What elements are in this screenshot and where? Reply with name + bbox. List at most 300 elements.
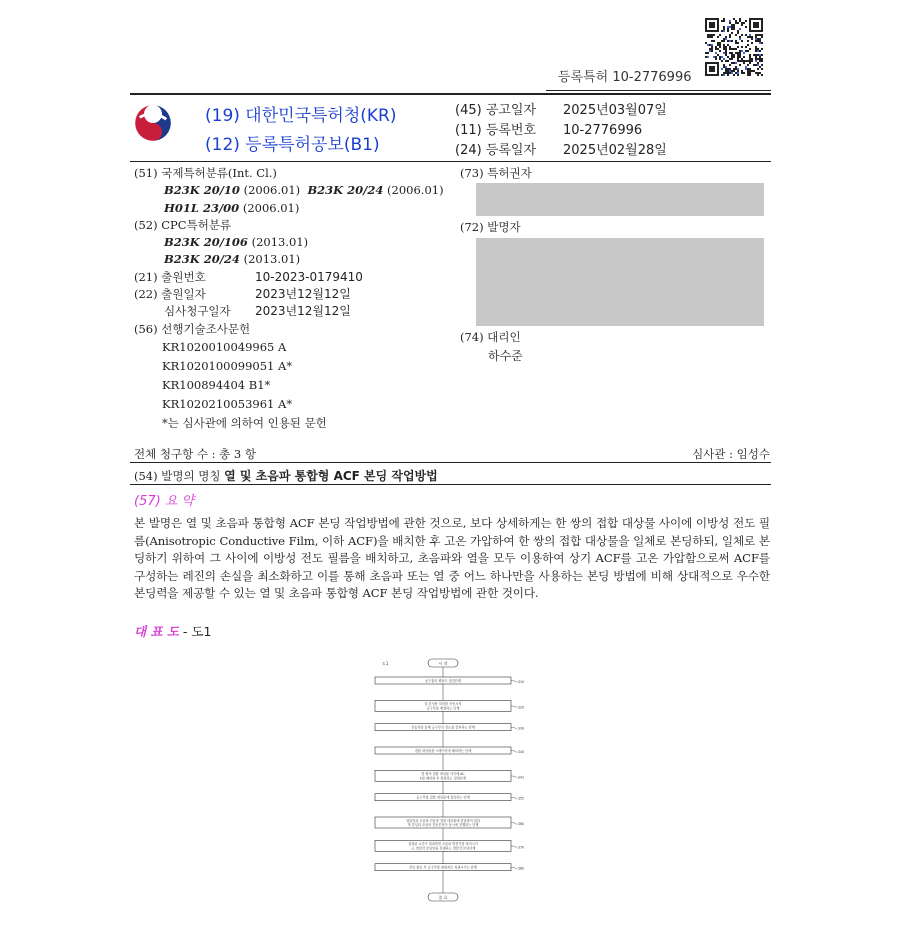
qr-module [755, 40, 757, 42]
qr-module [711, 34, 713, 36]
qr-module [735, 48, 737, 50]
qr-module [709, 34, 711, 36]
qr-module [761, 36, 763, 38]
qr-module [705, 42, 707, 44]
qr-module [739, 50, 741, 52]
flow-label-leader [511, 776, 517, 778]
qr-module [731, 52, 733, 54]
qr-module [737, 54, 739, 56]
holder-label: (73) 특허권자 [460, 166, 532, 180]
qr-module [725, 38, 727, 40]
abstract-text: 본 발명은 열 및 초음파 통합형 ACF 본딩 작업방법에 관한 것으로, 보다 상세하게는 한 쌍의 접합 대상물 사이에 이방성 전도 필름(Anisotropic Conductive Film, 이하 ACF)을 배치한 후 고온 가압하여 한 쌍의 접합 대상물을 일체로 본딩하되, 일체로 본딩하기 위하여 그 사이에 이방성 전도 필름을 배치하고, 초음파와 열을 모두 이용하여 상기 ACF를 고온 가압함으로써 ACF를 구성하는 레진의 손실을 최소화하고 이를 통해 초음파 또는 열 중 어느 하나만을 사용하는 본딩 방법에 비해 상대적으로 우수한 본딩력을 제공할 수 있는 열 및 초음파 통합형 ACF 본딩 작업방법에 관한 것이다. [134, 516, 770, 601]
flow-step-text: 열 본딩용 히터를 작동시켜 [424, 702, 462, 707]
publication-info [455, 101, 667, 161]
qr-module [761, 34, 763, 36]
qr-module [731, 48, 733, 50]
divider [546, 90, 771, 91]
app-date-label: (22) 출원일자 [134, 287, 206, 302]
representative-figure [134, 622, 211, 640]
qr-module [723, 38, 725, 40]
qr-module [755, 46, 757, 48]
qr-module [723, 46, 725, 48]
qr-module [713, 56, 715, 58]
qr-module [723, 20, 725, 22]
qr-module [725, 46, 727, 48]
qr-module [711, 40, 713, 42]
invention-title: 열 및 초음파 통합형 ACF 본딩 작업방법 [224, 469, 438, 483]
qr-module [727, 44, 729, 46]
qr-module [709, 48, 711, 50]
qr-module [721, 68, 723, 70]
abstract-heading: (57) 요 약 [134, 494, 195, 509]
qr-module [751, 42, 753, 44]
qr-module [751, 36, 753, 38]
qr-module [747, 68, 749, 70]
qr-module [729, 46, 731, 48]
flow-step-text: 설정된 시간이 경과하면 초음파 발진기를 정지시키 [408, 842, 478, 847]
qr-module [729, 22, 731, 24]
reg-no: 10-2776996 [563, 123, 643, 138]
figure-label: 도1 [382, 661, 389, 666]
qr-module [741, 60, 743, 62]
prior-art-item: KR1020010049965 A [162, 339, 287, 354]
qr-module [739, 60, 741, 62]
qr-module [735, 68, 737, 70]
flow-step-label: S41 [518, 775, 525, 780]
qr-module [723, 48, 725, 50]
qr-module [735, 40, 737, 42]
qr-finder [753, 22, 759, 28]
qr-module [715, 48, 717, 50]
qr-module [731, 54, 733, 56]
qr-module [745, 26, 747, 28]
qr-module [723, 74, 725, 76]
bibliographic-left [134, 165, 444, 433]
qr-module [737, 32, 739, 34]
qr-module [739, 64, 741, 66]
exam-date: 2023년12월12일 [255, 304, 351, 319]
qr-module [739, 38, 741, 40]
qr-module [761, 60, 763, 62]
qr-module [719, 58, 721, 60]
qr-module [731, 72, 733, 74]
qr-module [737, 42, 739, 44]
app-date: 2023년12월12일 [255, 287, 351, 302]
qr-module [745, 50, 747, 52]
qr-module [757, 40, 759, 42]
qr-module [751, 70, 753, 72]
qr-module [729, 36, 731, 38]
flow-step-text: F를 배치한 후 정렬하는 정렬단계 [420, 776, 466, 781]
registration-number: 등록특허 10-2776996 [558, 70, 692, 85]
qr-module [755, 64, 757, 66]
pub-date: 2025년03월07일 [563, 103, 667, 118]
qr-module [723, 58, 725, 60]
qr-module [749, 68, 751, 70]
qr-module [747, 74, 749, 76]
cpc-date: (2013.01) [251, 235, 309, 250]
qr-module [715, 52, 717, 54]
qr-module [757, 34, 759, 36]
reg-date: 2025년02월28일 [563, 143, 667, 158]
qr-module [759, 72, 761, 74]
qr-module [729, 52, 731, 54]
qr-module [729, 64, 731, 66]
qr-module [733, 18, 735, 20]
qr-module [737, 60, 739, 62]
qr-module [727, 30, 729, 32]
flow-step-text: 진동자를 통해 공구부의 진도를 감지하는 단계 [411, 725, 475, 730]
qr-module [737, 46, 739, 48]
qr-module [757, 38, 759, 40]
qr-module [757, 72, 759, 74]
qr-module [731, 26, 733, 28]
qr-module [731, 24, 733, 26]
qr-module [725, 48, 727, 50]
qr-module [759, 66, 761, 68]
qr-module [721, 56, 723, 58]
qr-module [717, 54, 719, 56]
qr-module [759, 54, 761, 56]
qr-module [709, 44, 711, 46]
qr-code [705, 18, 763, 76]
office-name [205, 102, 396, 160]
qr-module [759, 56, 761, 58]
flow-step-label: S70 [518, 845, 525, 850]
qr-module [743, 52, 745, 54]
office-line-1: (19) 대한민국특허청(KR) [205, 106, 397, 126]
flow-step-text: 접합 대상물을 스테이지에 배치하는 단계 [414, 748, 472, 753]
qr-module [759, 40, 761, 42]
qr-module [739, 18, 741, 20]
qr-module [717, 44, 719, 46]
qr-module [729, 68, 731, 70]
qr-module [755, 38, 757, 40]
qr-module [741, 58, 743, 60]
flow-step-text: 착 본딩과 초음파 진동본딩이 동시에 진행되는 단계 [407, 823, 479, 827]
qr-module [733, 74, 735, 76]
flow-step-text: 공구부를 예열하는 단계 [426, 706, 460, 711]
qr-module [749, 58, 751, 60]
flow-step-label: S55 [518, 796, 525, 801]
qr-module [747, 40, 749, 42]
qr-module [753, 70, 755, 72]
qr-module [719, 34, 721, 36]
qr-module [757, 64, 759, 66]
qr-module [727, 40, 729, 42]
qr-module [735, 62, 737, 64]
title-label: (54) 발명의 명칭 [134, 469, 221, 483]
qr-module [737, 30, 739, 32]
app-no-label: (21) 출원번호 [134, 269, 206, 284]
qr-module [741, 34, 743, 36]
qr-module [733, 70, 735, 72]
qr-module [747, 70, 749, 72]
flow-step-label: S30 [518, 726, 525, 731]
qr-module [727, 68, 729, 70]
qr-module [741, 70, 743, 72]
qr-module [747, 36, 749, 38]
qr-module [731, 58, 733, 60]
qr-module [737, 58, 739, 60]
qr-module [725, 68, 727, 70]
redacted-holder [476, 183, 764, 216]
qr-finder [709, 22, 715, 28]
flow-step-text: 본딩 완료 후 공구부를 원위치로 복귀시키는 단계 [409, 865, 477, 870]
qr-module [733, 24, 735, 26]
qr-module [719, 56, 721, 58]
rep-value: - 도1 [178, 624, 212, 639]
qr-module [727, 70, 729, 72]
flow-label-leader [511, 797, 517, 799]
prior-art-item: KR100894404 B1* [162, 377, 271, 392]
qr-module [751, 60, 753, 62]
qr-module [759, 38, 761, 40]
qr-module [733, 56, 735, 58]
qr-module [733, 48, 735, 50]
cpc-code: B23K 20/24 [164, 252, 240, 267]
qr-module [729, 26, 731, 28]
qr-module [761, 42, 763, 44]
flow-label-leader [511, 706, 517, 708]
qr-module [725, 60, 727, 62]
qr-module [707, 52, 709, 54]
qr-module [745, 34, 747, 36]
int-cl-label: (51) 국제특허분류(Int. Cl.) [134, 166, 277, 180]
qr-module [757, 54, 759, 56]
qr-module [741, 22, 743, 24]
qr-module [757, 62, 759, 64]
qr-module [761, 74, 763, 76]
prior-art-item: KR1020210053961 A* [162, 396, 293, 411]
qr-module [737, 70, 739, 72]
qr-module [739, 52, 741, 54]
qr-module [711, 36, 713, 38]
qr-module [729, 48, 731, 50]
flow-label-leader [511, 823, 517, 825]
qr-module [723, 28, 725, 30]
cpc-label: (52) CPC특허분류 [134, 217, 232, 232]
qr-module [707, 36, 709, 38]
qr-module [721, 40, 723, 42]
qr-module [719, 42, 721, 44]
qr-module [755, 36, 757, 38]
qr-module [731, 56, 733, 58]
qr-module [733, 26, 735, 28]
qr-module [705, 52, 707, 54]
qr-module [727, 28, 729, 30]
qr-module [707, 44, 709, 46]
rep-label: 대 표 도 [134, 624, 179, 639]
flow-step-text: 열압착과 초음파 진동을 접합 대상물에 전달하여 열압 [406, 818, 480, 823]
qr-module [723, 72, 725, 74]
qr-module [749, 74, 751, 76]
qr-module [735, 22, 737, 24]
flow-step-label: S60 [518, 822, 525, 826]
qr-module [747, 60, 749, 62]
qr-module [741, 50, 743, 52]
flow-step-label: S40 [518, 750, 525, 754]
cpc-date: (2013.01) [243, 252, 301, 267]
examiner: 심사관 : 임성수 [692, 447, 770, 461]
qr-module [743, 56, 745, 58]
prior-art-item: KR1020100099051 A* [162, 358, 293, 373]
qr-module [707, 56, 709, 58]
qr-module [723, 30, 725, 32]
claims-count: 전체 청구항 수 : 총 3 항 [134, 447, 256, 461]
qr-module [745, 68, 747, 70]
qr-module [719, 46, 721, 48]
flow-step-text: 고, 열압착 본딩만을 진행하는 열압착 본딩단계 [410, 846, 476, 851]
qr-module [715, 56, 717, 58]
qr-module [755, 56, 757, 58]
qr-module [735, 72, 737, 74]
qr-module [741, 46, 743, 48]
qr-module [707, 34, 709, 36]
flowchart [370, 655, 530, 905]
qr-module [721, 30, 723, 32]
qr-module [717, 36, 719, 38]
qr-module [729, 58, 731, 60]
qr-module [737, 72, 739, 74]
qr-module [755, 72, 757, 74]
qr-module [729, 72, 731, 74]
qr-module [719, 50, 721, 52]
qr-module [747, 72, 749, 74]
qr-module [739, 28, 741, 30]
inventor-label: (72) 발명자 [460, 220, 521, 234]
qr-module [723, 44, 725, 46]
qr-module [747, 44, 749, 46]
prior-art-note: *는 심사관에 의하여 인용된 문헌 [162, 415, 327, 430]
qr-module [757, 74, 759, 76]
qr-module [753, 54, 755, 56]
flow-step-text: 공구부를 접합 대상물에 접촉하는 단계 [416, 795, 470, 800]
qr-module [757, 58, 759, 60]
flow-step-label: S10 [518, 680, 525, 684]
qr-module [745, 60, 747, 62]
qr-module [741, 24, 743, 26]
qr-module [721, 74, 723, 76]
qr-finder [709, 66, 715, 72]
qr-module [761, 48, 763, 50]
qr-module [723, 66, 725, 68]
qr-module [731, 62, 733, 64]
qr-module [735, 52, 737, 54]
qr-module [755, 50, 757, 52]
invention-title-row [134, 467, 438, 484]
qr-module [711, 50, 713, 52]
qr-module [721, 60, 723, 62]
qr-module [729, 20, 731, 22]
qr-module [713, 40, 715, 42]
qr-module [761, 54, 763, 56]
qr-module [711, 46, 713, 48]
qr-module [755, 54, 757, 56]
flow-step-text: 한 쌍의 접합 대상물 사이에 AC [421, 772, 465, 777]
qr-module [739, 20, 741, 22]
qr-module [731, 40, 733, 42]
qr-module [711, 44, 713, 46]
qr-module [759, 34, 761, 36]
qr-module [735, 20, 737, 22]
qr-module [749, 60, 751, 62]
qr-module [745, 46, 747, 48]
qr-module [723, 52, 725, 54]
flow-step-text: 공구홈의 평탄도 점검단계 [425, 678, 461, 683]
qr-module [729, 70, 731, 72]
exam-label: 심사청구일자 [164, 304, 231, 319]
qr-module [717, 42, 719, 44]
reg-no-label: (11) 등록번호 [455, 123, 537, 138]
redacted-inventors [476, 238, 764, 326]
divider [130, 93, 771, 95]
qr-module [737, 68, 739, 70]
qr-module [743, 62, 745, 64]
qr-module [725, 70, 727, 72]
qr-module [711, 48, 713, 50]
qr-module [749, 34, 751, 36]
qr-module [759, 58, 761, 60]
qr-module [749, 72, 751, 74]
qr-module [749, 36, 751, 38]
qr-module [759, 42, 761, 44]
qr-module [729, 34, 731, 36]
qr-module [725, 36, 727, 38]
qr-module [727, 60, 729, 62]
qr-module [715, 46, 717, 48]
qr-module [739, 56, 741, 58]
qr-module [733, 28, 735, 30]
qr-module [739, 54, 741, 56]
qr-module [717, 48, 719, 50]
qr-module [755, 60, 757, 62]
divider [130, 462, 771, 463]
qr-module [723, 64, 725, 66]
qr-module [737, 52, 739, 54]
int-cl-code: B23K 20/10 [164, 183, 240, 198]
qr-module [751, 58, 753, 60]
prior-art-label: (56) 선행기술조사문헌 [134, 321, 251, 336]
qr-module [713, 34, 715, 36]
qr-module [727, 72, 729, 74]
qr-module [759, 50, 761, 52]
qr-module [753, 64, 755, 66]
qr-module [761, 64, 763, 66]
qr-module [757, 48, 759, 50]
qr-module [733, 54, 735, 56]
int-cl-code: B23K 20/24 [307, 183, 384, 198]
flow-step-label: S80 [518, 866, 525, 871]
cpc-code: B23K 20/106 [164, 235, 248, 250]
reg-date-label: (24) 등록일자 [455, 143, 537, 158]
qr-module [749, 56, 751, 58]
qr-module [737, 22, 739, 24]
qr-module [727, 56, 729, 58]
qr-module [729, 40, 731, 42]
qr-module [721, 20, 723, 22]
qr-module [739, 36, 741, 38]
qr-module [725, 66, 727, 68]
qr-module [755, 34, 757, 36]
qr-module [723, 18, 725, 20]
qr-module [727, 74, 729, 76]
start-text: 시 작 [438, 661, 448, 666]
qr-module [737, 74, 739, 76]
flow-label-leader [511, 846, 517, 848]
flow-label-leader [511, 867, 517, 869]
qr-module [741, 72, 743, 74]
